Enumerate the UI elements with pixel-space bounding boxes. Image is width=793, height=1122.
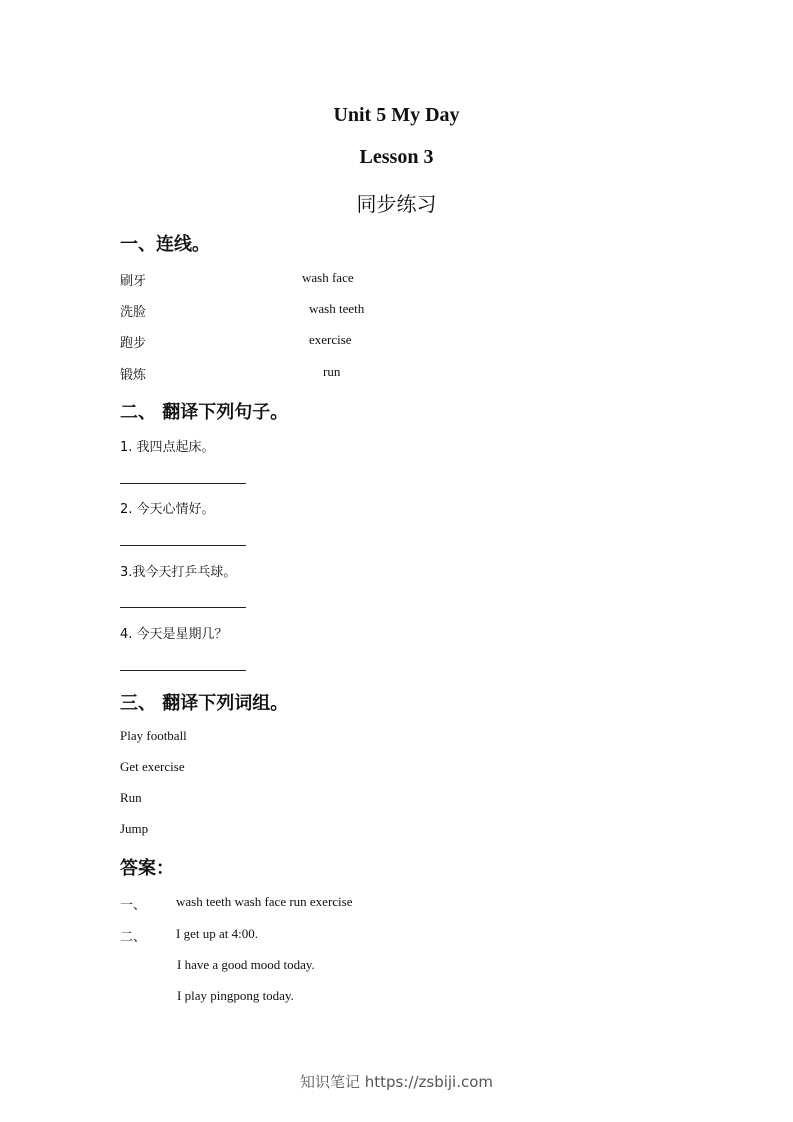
phrase-item: Jump: [120, 821, 149, 836]
sentence-item: 3.我今天打乒乓球。: [120, 565, 237, 580]
match-right-item: wash face: [302, 270, 354, 285]
sentence-item: 1. 我四点起床。: [120, 440, 215, 455]
answer2-line: I get up at 4:00.: [176, 926, 258, 941]
answer-line: [120, 670, 246, 671]
phrase-item: Run: [120, 790, 142, 805]
match-left-item: 刷牙: [120, 274, 147, 289]
answer2-line: I have a good mood today.: [177, 957, 315, 972]
section1-heading: 一、连线。: [120, 234, 210, 255]
answer-line: [120, 483, 246, 484]
phrase-item: Play football: [120, 728, 187, 743]
lesson-title: Lesson 3: [359, 146, 434, 168]
answer2-label: 二、: [120, 930, 147, 945]
answer1-text: wash teeth wash face run exercise: [176, 894, 353, 909]
section2-heading: 二、 翻译下列句子。: [120, 402, 289, 423]
match-right-item: exercise: [309, 332, 352, 347]
answer-line: [120, 545, 246, 546]
page-title: Unit 5 My Day: [333, 104, 460, 126]
match-left-item: 跑步: [120, 336, 147, 351]
answer-line: [120, 607, 246, 608]
phrase-item: Get exercise: [120, 759, 185, 774]
match-right-item: wash teeth: [309, 301, 365, 316]
answer2-line: I play pingpong today.: [177, 988, 294, 1003]
match-left-item: 洗脸: [120, 305, 147, 320]
sentence-item: 4. 今天是星期几？: [120, 627, 228, 642]
answer1-label: 一、: [120, 898, 147, 913]
sentence-item: 2. 今天心情好。: [120, 502, 215, 517]
match-left-item: 锻炼: [120, 368, 147, 383]
answers-heading: 答案：: [120, 858, 174, 879]
section3-heading: 三、 翻译下列词组。: [120, 693, 289, 714]
match-right-item: run: [323, 364, 341, 379]
footer-watermark: 知识笔记 https://zsbiji.com: [299, 1073, 494, 1091]
page-subtitle: 同步练习: [356, 192, 437, 216]
